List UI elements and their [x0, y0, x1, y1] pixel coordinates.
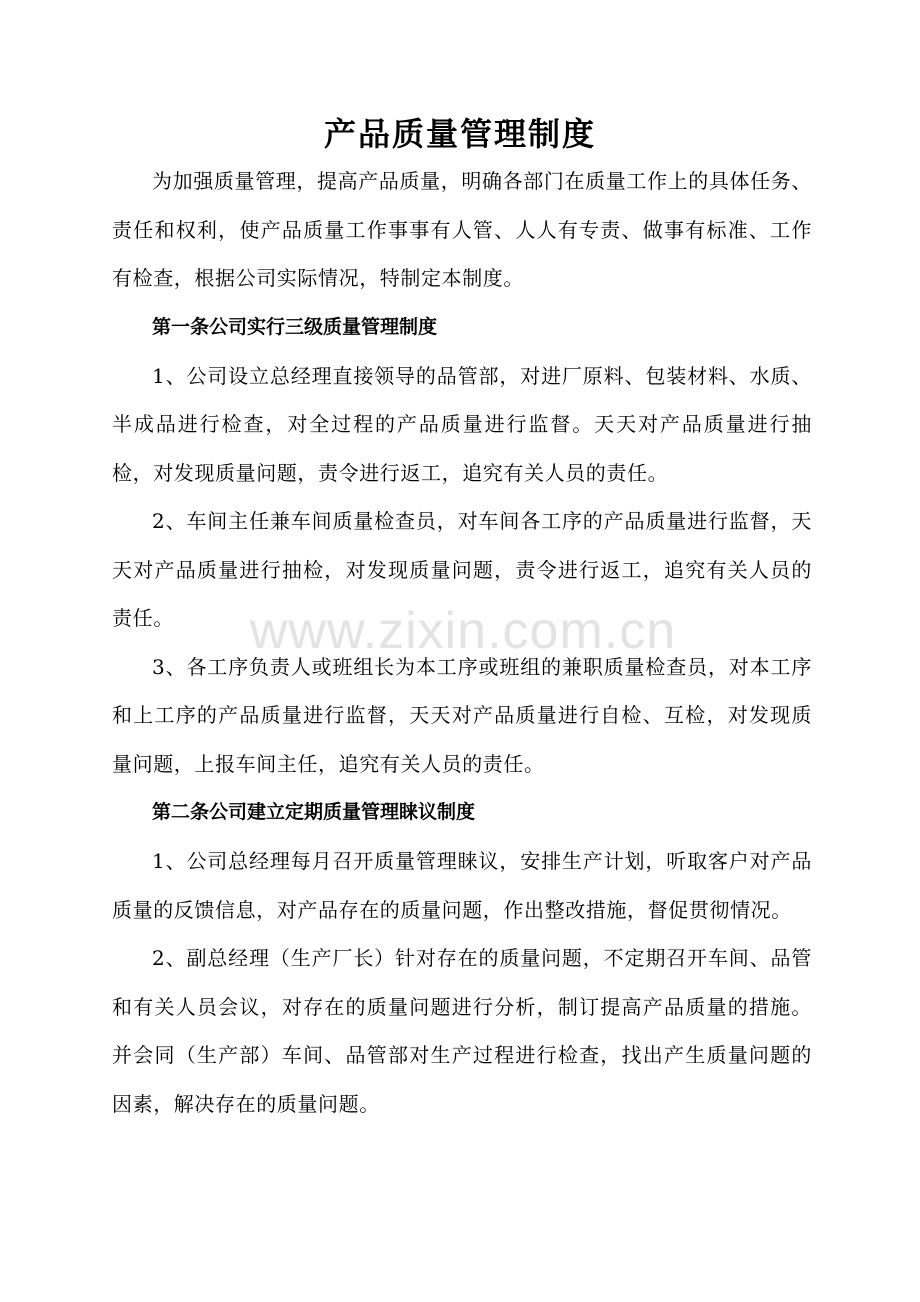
section-1-item-2: 2、车间主任兼车间质量检查员，对车间各工序的产品质量进行监督，天天对产品质量进行抽检，对发现质量问题，责令进行返工，追究有关人员的责任。 — [112, 509, 812, 630]
section-2-item-1: 1、公司总经理每月召开质量管理睐议，安排生产计划，听取客户对产品质量的反馈信息，对产品存在的质量问题，作出整改措施，督促贯彻情况。 — [112, 849, 812, 922]
section-1-heading: 第一条公司实行三级质量管理制度 — [152, 315, 438, 338]
intro-paragraph: 为加强质量管理，提高产品质量，明确各部门在质量工作上的具体任务、责任和权利，使产品质量工作事事有人管、人人有专责、做事有标准、工作有检查，根据公司实际情况，特制定本制度。 — [112, 169, 812, 290]
section-1-item-1: 1、公司设立总经理直接领导的品管部，对进厂原料、包装材料、水质、半成品进行检查，对全过程的产品质量进行监督。天天对产品质量进行抽检，对发现质量问题，责令进行返工，追究有关人员的责任。 — [112, 363, 812, 485]
document-body — [112, 157, 812, 1128]
section-2-item-2: 2、副总经理（生产厂长）针对存在的质量问题，不定期召开车间、品管和有关人员会议，对存在的质量问题进行分析，制订提高产品质量的措施。并会同（生产部）车间、品管部对生产过程进行检查，找出产生质量问题的因素，解决存在的质量问题。 — [112, 946, 812, 1116]
section-1-item-3: 3、各工序负责人或班组长为本工序或班组的兼职质量检查员，对本工序和上工序的产品质量进行监督，天天对产品质量进行自检、互检，对发现质量问题，上报车间主任，追究有关人员的责任。 — [112, 654, 812, 776]
document-title: 产品质量管理制度 — [323, 115, 596, 153]
watermark: www.zixin.com.cn — [249, 602, 677, 660]
section-2-heading: 第二条公司建立定期质量管理睐议制度 — [152, 801, 476, 823]
